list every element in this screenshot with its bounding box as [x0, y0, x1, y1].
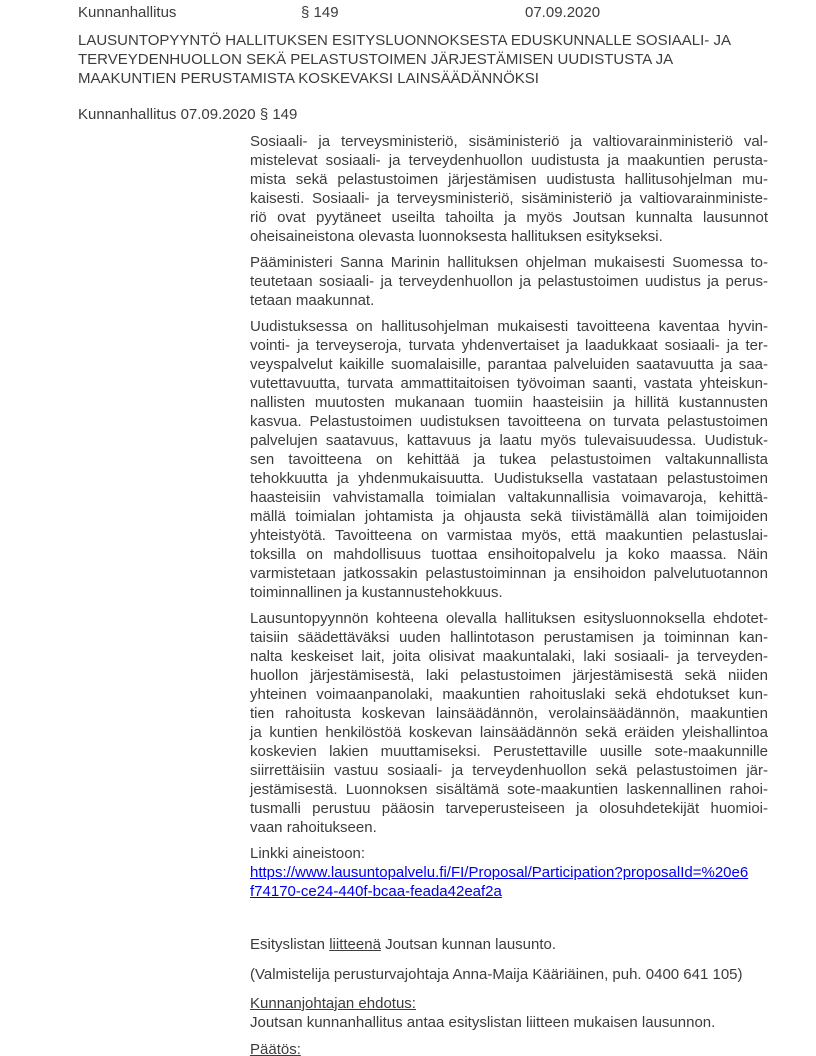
text-line: veyspalvelut kaikille suomalaisille, parantaa palveluiden saatavuutta ja saa- [250, 356, 768, 373]
proposal-text: Joutsan kunnanhallitus antaa esityslistan liitteen mukaisen lausunnon. [250, 1014, 716, 1031]
text-line: yhteistyötä. Tavoitteena on varmistaa myös, että maakuntien pelastuslai- [250, 527, 768, 544]
paragraph-reform-goals [250, 317, 768, 602]
text-line: Pääministeri Sanna Marinin hallituksen ohjelman mukaisesti Suomessa to- [250, 254, 768, 271]
text-line: MAAKUNTIEN PERUSTAMISTA KOSKEVAKSI LAINSÄÄDÄNNÖKSI [78, 70, 539, 87]
text-line: Uudistuksessa on hallitusohjelman mukaisesti tavoitteena kaventaa hyvin- [250, 318, 768, 335]
decision-heading: Päätös: [250, 1041, 301, 1056]
text-line: varmistetaan jatkossakin pelastustoiminnan ja ensihoidon palvelutuotannon [250, 565, 768, 582]
text-line: huollon järjestämisestä, laki pelastustoimen järjestämisestä sekä niiden [250, 667, 768, 684]
section-reference: Kunnanhallitus 07.09.2020 § 149 [78, 106, 298, 123]
link-block [250, 844, 768, 901]
text-line: mistelevat sosiaali- ja terveydenhuollon uudistusta ja maakuntien perusta- [250, 152, 768, 169]
text-line: jestämisestä. Luonnoksen sisältämä sote-maakuntien laskennallinen rahoi- [250, 781, 768, 798]
text-line: tien rahoitusta koskevan lainsäädännön, verolainsäädännön, maakuntien [250, 705, 768, 722]
text-line: toksilla on mahdollisuus tuottaa ensihoitopalvelu ja koko maassa. Näin [250, 546, 768, 563]
text-line: nallisten muutosten mukanaan tuomiin haasteisiin ja hillitä kustannusten [250, 394, 768, 411]
proposal-block [250, 994, 768, 1032]
link-label: Linkki aineistoon: [250, 845, 366, 862]
text-line: haasteisiin vahvistamalla toimialan valtakunnallisia voimavaroja, kehittä- [250, 489, 768, 506]
text-line: tusmalli perustuu pääosin tarveperusteiseen ja olosuhdetekijät huomioi- [250, 800, 768, 817]
text-line: riö ovat pyytäneet useilta tahoilta ja myös Joutsan kunnalta lausunnot [250, 209, 768, 226]
text-line: https://www.lausuntopalvelu.fi/FI/Proposal/Participation?proposalId=%20e6 [250, 864, 749, 881]
text-line: yhteinen voimaanpanolaki, maakuntien rahoituslaki sekä ehdotukset kun- [250, 686, 768, 703]
text-line: TERVEYDENHUOLLON SEKÄ PELASTUSTOIMEN JÄRJESTÄMISEN UUDISTUSTA JA [78, 51, 674, 68]
text-line: taisiin säädettäväksi uuden hallintotason perustamisen ja toiminnan kan- [250, 629, 768, 646]
text-line: ja kuntien henkilöstöä koskevan lainsäädännön sekä eräiden yleishallintoa [250, 724, 768, 741]
text-line: oheisaineistona olevasta luonnoksesta hallituksen esitykseksi. [250, 228, 663, 245]
text-line: LAUSUNTOPYYNTÖ HALLITUKSEN ESITYSLUONNOKSESTA EDUSKUNNALLE SOSIAALI- JA [78, 32, 731, 49]
attachment-note-prefix: Esityslistan [250, 936, 330, 953]
preparer-note: (Valmistelija perusturvajohtaja Anna-Maija Kääriäinen, puh. 0400 641 105) [250, 966, 743, 983]
text-line: f74170-ce24-440f-bcaa-feada42eaf2a [250, 883, 502, 900]
text-line: toiminnallinen ja kustannustehokkuus. [250, 584, 503, 601]
text-line: teutetaan sosiaali- ja terveydenhuollon ja pelastustoimen uudistus ja perus- [250, 273, 768, 290]
text-line: vaan rahoitukseen. [250, 819, 377, 836]
text-line: sen tavoitteena on kehittää ja tukea pelastustoimen valtakunnallista [250, 451, 768, 468]
text-line: nalta keskeiset lait, joita olisivat maakuntalaki, laki sosiaali- ja terveyden- [250, 648, 768, 665]
text-line: siirrettäisiin vastuu sosiaali- ja terveydenhuollon sekä pelastustoimen jär- [250, 762, 768, 779]
text-line: Lausuntopyynnön kohteena olevalla hallituksen esitysluonnoksella ehdotet- [250, 610, 768, 627]
text-line: kasvua. Pelastustoimen uudistuksen tavoitteena on turvata pelastustoimen [250, 413, 768, 430]
text-line: kaisesti. Sosiaali- ja terveysministeriö, sisäministeriö ja valtiovarainministe- [250, 190, 768, 207]
text-line: vutettavuutta, turvata ammattitaitoisen työvoiman saanti, vastata yhteiskun- [250, 375, 768, 392]
attachment-note-underlined-word: liitteenä [329, 936, 381, 953]
text-line: koskevien lakien muuttamiseksi. Perustettaville uusille sote-maakunnille [250, 743, 768, 760]
material-hyperlink[interactable] [250, 863, 768, 901]
attachment-note [250, 935, 768, 954]
attachment-note-suffix: Joutsan kunnan lausunto. [380, 936, 557, 953]
paragraph-proposed-laws [250, 609, 768, 837]
document-title [78, 31, 778, 88]
header-section-number: § 149 [301, 4, 339, 21]
text-line: vointi- ja terveyseroja, turvata yhdenvertaiset ja laadukkaat sosiaali- ja ter- [250, 337, 768, 354]
text-line: mällä toimialan johtamista ja ohjausta sekä tiivistämällä alan toimijoiden [250, 508, 768, 525]
header-date: 07.09.2020 [525, 4, 601, 21]
text-line: palvelujen saatavuus, kattavuus ja laatu myös tulevaisuudessa. Uudistuk- [250, 432, 768, 449]
text-line: mista sekä pelastustoimen järjestämisen uudistusta hallitusohjelman mu- [250, 171, 768, 188]
text-line: Sosiaali- ja terveysministeriö, sisäministeriö ja valtiovarainministeriö val- [250, 133, 768, 150]
header-body-name: Kunnanhallitus [78, 4, 177, 21]
text-line: tehokkuutta ja yhdenmukaisuutta. Uudistuksella vastataan pelastustoimen [250, 470, 768, 487]
text-line: tetaan maakunnat. [250, 292, 375, 309]
body-column [250, 132, 768, 1056]
paragraph-ministries-preparing [250, 132, 768, 246]
paragraph-government-program [250, 253, 768, 310]
proposal-heading: Kunnanjohtajan ehdotus: [250, 995, 416, 1012]
